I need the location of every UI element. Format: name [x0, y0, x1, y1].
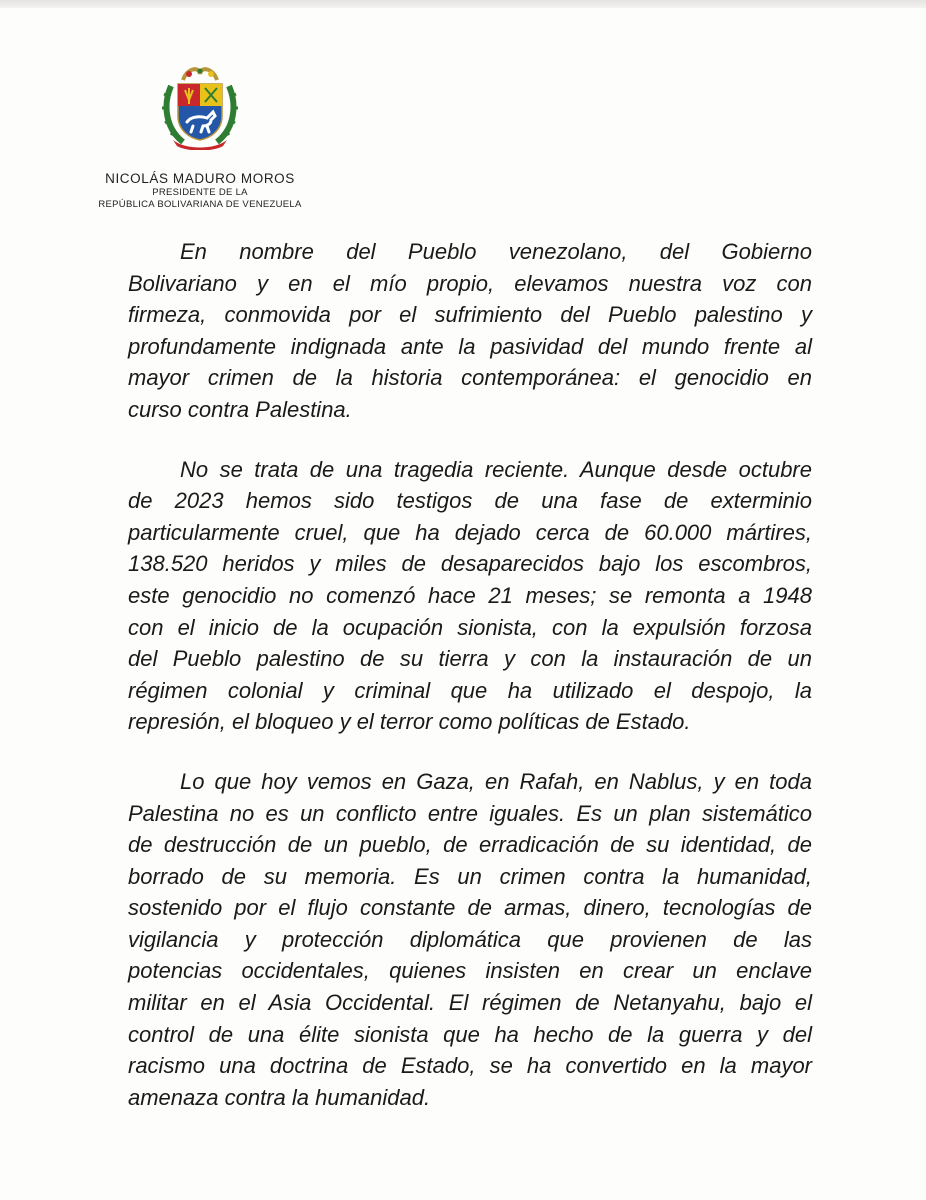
- text-line: Lo que hoy vemos en Gaza, en Rafah, en Nablus, y en toda: [180, 768, 812, 794]
- text-line: Palestina no es un conflicto entre iguales. Es un plan sistemático: [128, 800, 812, 826]
- text-line: En nombre del Pueblo venezolano, del Gobierno: [180, 239, 812, 264]
- text-line: Bolivariano y en el mío propio, elevamos nuestra voz con: [128, 270, 812, 296]
- text-line: del Pueblo palestino de su tierra y con la instauración de un: [128, 646, 812, 672]
- text-line: este genocidio no comenzó hace 21 meses; se remonta a 1948: [128, 582, 812, 608]
- page-top-edge: [0, 0, 926, 8]
- text-line: particularmente cruel, que ha dejado cerca de 60.000 mártires,: [128, 519, 812, 545]
- text-line: racismo una doctrina de Estado, se ha convertido en la mayor: [128, 1053, 812, 1079]
- text-line: curso contra Palestina.: [128, 396, 352, 422]
- text-line: potencias occidentales, quienes insisten en crear un enclave: [128, 958, 812, 984]
- text-line: militar en el Asia Occidental. El régimen de Netanyahu, bajo el: [128, 990, 812, 1016]
- text-line: firmeza, conmovida por el sufrimiento del Pueblo palestino y: [128, 302, 812, 328]
- text-line: No se trata de una tragedia reciente. Aunque desde octubre: [180, 456, 812, 482]
- text-line: régimen colonial y criminal que ha utilizado el despojo, la: [128, 677, 812, 703]
- text-line: represión, el bloqueo y el terror como políticas de Estado.: [128, 709, 691, 735]
- text-line: de 2023 hemos sido testigos de una fase de exterminio: [128, 488, 812, 514]
- coat-of-arms-icon: [161, 66, 239, 150]
- text-line: borrado de su memoria. Es un crimen contra la humanidad,: [128, 863, 812, 889]
- sender-name: NICOLÁS MADURO MOROS: [105, 171, 295, 186]
- text-line: vigilancia y protección diplomática que provienen de las: [128, 926, 812, 952]
- text-line: 138.520 heridos y miles de desaparecidos bajo los escombros,: [128, 551, 812, 577]
- letter-body: [128, 236, 812, 1141]
- paragraph-2: [128, 454, 812, 738]
- sender-country: REPÚBLICA BOLIVARIANA DE VENEZUELA: [98, 199, 302, 210]
- paragraph-3: [128, 766, 812, 1114]
- sender-title: PRESIDENTE DE LA: [152, 187, 248, 198]
- text-line: con el inicio de la ocupación sionista, con la expulsión forzosa: [128, 614, 812, 640]
- text-line: sostenido por el flujo constante de armas, dinero, tecnologías de: [128, 895, 812, 921]
- text-line: control de una élite sionista que ha hecho de la guerra y del: [128, 1021, 812, 1047]
- letterhead: [90, 170, 310, 211]
- letter-page: [0, 8, 926, 1200]
- text-line: amenaza contra la humanidad.: [128, 1084, 431, 1110]
- paragraph-1: [128, 236, 812, 426]
- text-line: mayor crimen de la historia contemporánea: el genocidio en: [128, 365, 812, 391]
- text-line: de destrucción de un pueblo, de erradicación de su identidad, de: [128, 832, 812, 858]
- text-line: profundamente indignada ante la pasividad del mundo frente al: [128, 333, 812, 359]
